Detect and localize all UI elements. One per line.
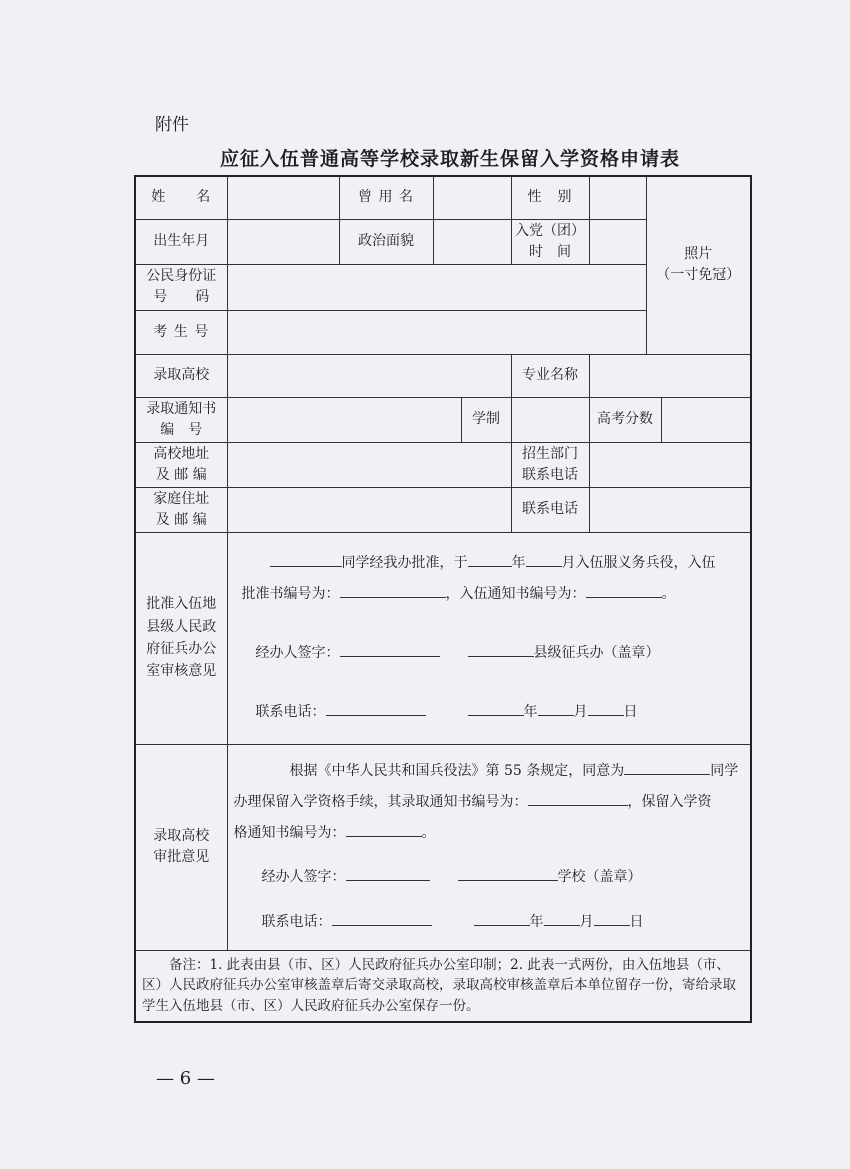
s2-tel-label: 联系电话：	[261, 914, 332, 931]
s1-text3: 月入伍服义务兵役，入伍	[561, 555, 716, 572]
phone-label: 联系电话	[511, 487, 589, 532]
s1-year: 年	[511, 555, 526, 572]
home-address-label	[135, 487, 227, 532]
college-label: 录取高校	[135, 354, 227, 397]
name-field[interactable]	[227, 176, 339, 219]
name-label: 姓 名	[135, 176, 227, 219]
page-number: — 6 —	[156, 1068, 215, 1089]
s1-y: 年	[523, 703, 538, 720]
photo-size-label: （一寸免冠）	[656, 267, 741, 284]
political-field[interactable]	[433, 219, 511, 264]
s2-period: 。	[421, 824, 436, 841]
id-label-line2: 号 码	[153, 289, 210, 305]
exam-no-field[interactable]	[227, 310, 646, 354]
duration-field[interactable]	[511, 397, 589, 442]
s1-d: 日	[623, 703, 638, 720]
party-date-field[interactable]	[589, 219, 646, 264]
admissions-phone-field[interactable]	[589, 442, 751, 487]
remarks: 备注：1. 此表由县（市、区）人民政府征兵办公室印制；2. 此表一式两份，由入伍地县（市、区）人民政府征兵办公室审核盖章后寄交录取高校，录取高校审核盖章后本单位留存一份，寄给录取学生入伍地县（市、区）人民政府征兵办公室保存一份。	[135, 950, 751, 1022]
college-approval-label	[135, 744, 227, 950]
s2-label-line1: 录取高校	[153, 828, 210, 844]
s1-text5: ，入伍通知书编号为：	[445, 586, 586, 603]
college-approval-section[interactable]	[227, 744, 751, 950]
s1-m: 月	[573, 703, 588, 720]
former-name-label: 曾 用 名	[339, 176, 433, 219]
home-label-line1: 家庭住址	[153, 490, 210, 507]
s1-text4: 批准书编号为：	[241, 586, 340, 603]
score-field[interactable]	[661, 397, 751, 442]
s2-m: 月	[579, 914, 594, 931]
notice-no-label	[135, 397, 227, 442]
major-label: 专业名称	[511, 354, 589, 397]
dept-label-line1: 招生部门	[522, 445, 578, 462]
form-title: 应征入伍普通高等学校录取新生保留入学资格申请表	[219, 148, 680, 170]
s2-y: 年	[529, 914, 544, 931]
birth-label: 出生年月	[135, 219, 227, 264]
dept-label-line2: 联系电话	[522, 466, 578, 483]
gender-label: 性 别	[511, 176, 589, 219]
s1-tel-label: 联系电话：	[255, 703, 326, 720]
s1-period: 。	[661, 586, 676, 603]
photo-box[interactable]	[646, 176, 751, 354]
id-field[interactable]	[227, 264, 646, 310]
s2-text5: 格通知书编号为：	[233, 824, 346, 841]
addr-label-line1: 高校地址	[153, 445, 210, 462]
s2-d: 日	[629, 914, 644, 931]
notice-no-field[interactable]	[227, 397, 461, 442]
score-label: 高考分数	[589, 397, 661, 442]
former-name-field[interactable]	[433, 176, 511, 219]
college-address-label	[135, 442, 227, 487]
s1-sign-label: 经办人签字：	[255, 645, 340, 661]
s1-text1: 同学经我办批准，于	[341, 555, 468, 572]
s2-text4: ，保留入学资	[627, 793, 712, 810]
college-field[interactable]	[227, 354, 511, 397]
exam-no-label: 考 生 号	[135, 310, 227, 354]
addr-label-line2: 及 邮 编	[155, 466, 207, 483]
application-form	[134, 175, 752, 1023]
party-label-line1: 入党（团）	[515, 222, 585, 239]
s2-text1: 根据《中华人民共和国兵役法》第 55 条规定，同意为	[289, 763, 625, 779]
birth-field[interactable]	[227, 219, 339, 264]
notice-label-line2: 编 号	[160, 421, 203, 438]
military-review-label: 批准入伍地县级人民政府征兵办公室审核意见	[135, 532, 227, 744]
photo-label: 照片	[684, 246, 713, 263]
s2-sign-label: 经办人签字：	[261, 869, 346, 886]
id-label-line1: 公民身份证	[146, 268, 217, 284]
party-label-line2: 时 间	[529, 243, 571, 260]
college-address-field[interactable]	[227, 442, 511, 487]
admissions-phone-label	[511, 442, 589, 487]
party-date-label	[511, 219, 589, 264]
phone-field[interactable]	[589, 487, 751, 532]
s2-label-line2: 审批意见	[153, 849, 210, 865]
political-label: 政治面貌	[339, 219, 433, 264]
duration-label: 学制	[461, 397, 511, 442]
attachment-label: 附件	[155, 115, 189, 135]
s2-text2: 同学	[710, 763, 739, 779]
s1-stamp-label: 县级征兵办（盖章）	[533, 645, 660, 661]
notice-label-line1: 录取通知书	[146, 400, 217, 417]
military-review-section[interactable]	[227, 532, 751, 744]
s2-text3: 办理保留入学资格手续，其录取通知书编号为：	[233, 793, 528, 810]
gender-field[interactable]	[589, 176, 646, 219]
home-address-field[interactable]	[227, 487, 511, 532]
id-label	[135, 264, 227, 310]
major-field[interactable]	[589, 354, 751, 397]
s2-stamp-label: 学校（盖章）	[557, 869, 642, 886]
home-label-line2: 及 邮 编	[155, 511, 207, 528]
